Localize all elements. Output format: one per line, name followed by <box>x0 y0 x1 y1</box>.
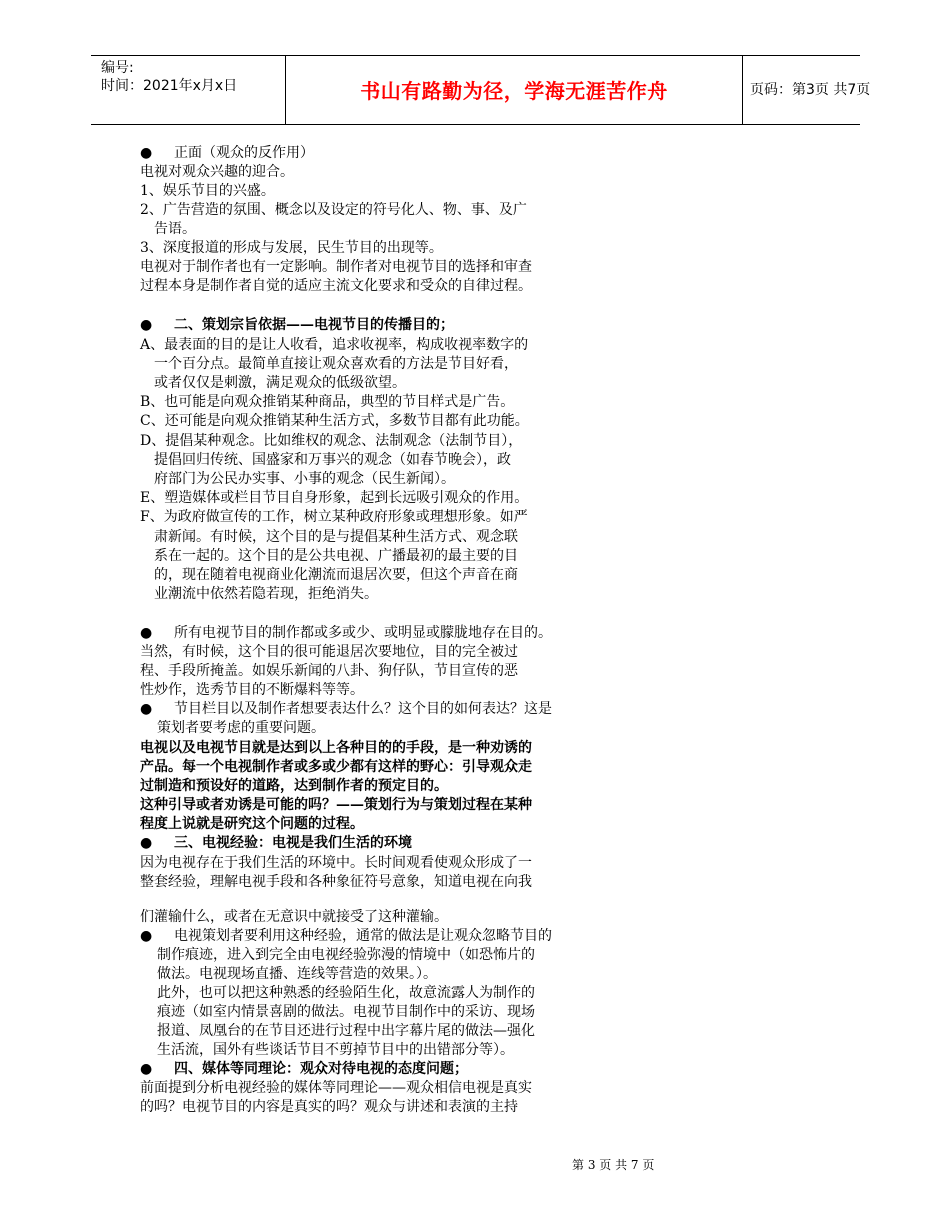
body-line: 2、广告营造的氛围、概念以及设定的符号化人、物、事、及广 <box>140 202 527 218</box>
body-line: 做法。电视现场直播、连线等营造的效果。）。 <box>157 966 437 982</box>
body-line: 制作痕迹，进入到完全由电视经验弥漫的情境中（如恐怖片的 <box>157 947 535 963</box>
body-line: 一个百分点。最简单直接让观众喜欢看的方法是节目好看， <box>154 356 518 372</box>
bullet-icon: ● <box>140 1061 153 1077</box>
body-line: 提倡回归传统、国盛家和万事兴的观念（如春节晚会），政 <box>154 452 511 468</box>
document-number-label: 编号: <box>101 60 134 76</box>
header-page-info: 页码：第3页 共7页 <box>750 82 871 98</box>
body-line: 或者仅仅是刺激，满足观众的低级欲望。 <box>154 375 406 391</box>
emphasis-line: 这种引导或者劝诱是可能的吗？——策划行为与策划过程在某种 <box>140 797 532 813</box>
body-line: ● 电视策划者要利用这种经验，通常的做法是让观众忽略节目的 <box>140 928 552 944</box>
body-line: 的吗？电视节目的内容是真实的吗？观众与讲述和表演的主持 <box>140 1099 518 1115</box>
body-line: 们灌输什么，或者在无意识中就接受了这种灌输。 <box>140 909 448 925</box>
body-line: C、还可能是向观众推销某种生活方式，多数节目都有此功能。 <box>140 413 529 429</box>
body-line: 此外，也可以把这种熟悉的经验陌生化，故意流露人为制作的 <box>157 985 535 1001</box>
body-line: 过程本身是制作者自觉的适应主流文化要求和受众的自律过程。 <box>140 278 532 294</box>
body-line: F、为政府做宣传的工作，树立某种政府形象或理想形象。如严 <box>140 509 528 525</box>
body-line: 府部门为公民办实事、小事的观念（民生新闻）。 <box>154 471 455 487</box>
body-line: B、也可能是向观众推销某种商品，典型的节目样式是广告。 <box>140 394 515 410</box>
body-line: D、提倡某种观念。比如维权的观念、法制观念（法制节目）， <box>140 433 523 449</box>
body-line: 3、深度报道的形成与发展，民生节目的出现等。 <box>140 240 443 256</box>
bullet-icon: ● <box>140 928 153 944</box>
body-line: 业潮流中依然若隐若现，拒绝消失。 <box>154 586 378 602</box>
body-line: 报道、凤凰台的在节目还进行过程中出字幕片尾的做法—强化 <box>157 1023 535 1039</box>
header-meta-cell <box>91 56 285 124</box>
body-line: 告语。 <box>154 221 196 237</box>
bullet-icon: ● <box>140 701 153 717</box>
body-line: 1、娱乐节目的兴盛。 <box>140 183 275 199</box>
emphasis-line: 产品。每一个电视制作者或多或少都有这样的野心：引导观众走 <box>140 759 532 775</box>
emphasis-line: 过制造和预设好的道路，达到制作者的预定目的。 <box>140 778 448 794</box>
body-line: 前面提到分析电视经验的媒体等同理论——观众相信电视是真实 <box>140 1080 532 1096</box>
body-line: 整套经验，理解电视手段和各种象征符号意象，知道电视在向我 <box>140 874 532 890</box>
body-line: 肃新闻。有时候，这个目的是与提倡某种生活方式、观念联 <box>154 529 518 545</box>
body-line: 系在一起的。这个目的是公共电视、广播最初的最主要的目 <box>154 548 518 564</box>
bullet-icon: ● <box>140 317 153 333</box>
body-line: ● 所有电视节目的制作都或多或少、或明显或朦胧地存在目的。 <box>140 625 552 641</box>
body-line: E、塑造媒体或栏目节目自身形象，起到长远吸引观众的作用。 <box>140 490 529 506</box>
body-line: ● 正面（观众的反作用） <box>140 145 314 161</box>
document-date-label: 时间：2021年x月x日 <box>101 78 238 94</box>
body-line: ● 节目栏目以及制作者想要表达什么？这个目的如何表达？这是 <box>140 701 552 717</box>
body-line: 生活流，国外有些谈话节目不剪掉节目中的出错部分等）。 <box>157 1042 514 1058</box>
header-motto-cell <box>285 56 743 124</box>
bullet-icon: ● <box>140 835 153 851</box>
body-line: 痕迹（如室内情景喜剧的做法。电视节目制作中的采访、现场 <box>157 1004 535 1020</box>
section-heading: ● 二、策划宗旨依据——电视节目的传播目的； <box>140 317 454 333</box>
header-motto: 书山有路勤为径，学海无涯苦作舟 <box>360 79 668 103</box>
body-line: 电视对观众兴趣的迎合。 <box>140 164 294 180</box>
body-line: 当然，有时候，这个目的很可能退居次要地位，目的完全被过 <box>140 644 518 660</box>
bullet-icon: ● <box>140 145 153 161</box>
body-line: 的，现在随着电视商业化潮流而退居次要，但这个声音在商 <box>154 567 518 583</box>
section-heading: ● 四、媒体等同理论：观众对待电视的态度问题； <box>140 1061 468 1077</box>
header-page-cell <box>742 56 871 124</box>
body-line: 性炒作，选秀节目的不断爆料等等。 <box>140 682 364 698</box>
section-heading: ● 三、电视经验：电视是我们生活的环境 <box>140 835 412 851</box>
page-footer: 第 3 页 共 7 页 <box>572 1158 655 1172</box>
body-line: A、最表面的目的是让人收看，追求收视率，构成收视率数字的 <box>140 337 529 353</box>
body-line: 电视对于制作者也有一定影响。制作者对电视节目的选择和审查 <box>140 259 532 275</box>
page-header <box>91 55 871 125</box>
emphasis-line: 程度上说就是研究这个问题的过程。 <box>140 816 364 832</box>
body-line: 因为电视存在于我们生活的环境中。长时间观看使观众形成了一 <box>140 855 532 871</box>
body-line: 策划者要考虑的重要问题。 <box>157 720 325 736</box>
body-line: 程、手段所掩盖。如娱乐新闻的八卦、狗仔队，节目宣传的恶 <box>140 663 518 679</box>
bullet-icon: ● <box>140 625 153 641</box>
emphasis-line: 电视以及电视节目就是达到以上各种目的的手段，是一种劝诱的 <box>140 740 532 756</box>
